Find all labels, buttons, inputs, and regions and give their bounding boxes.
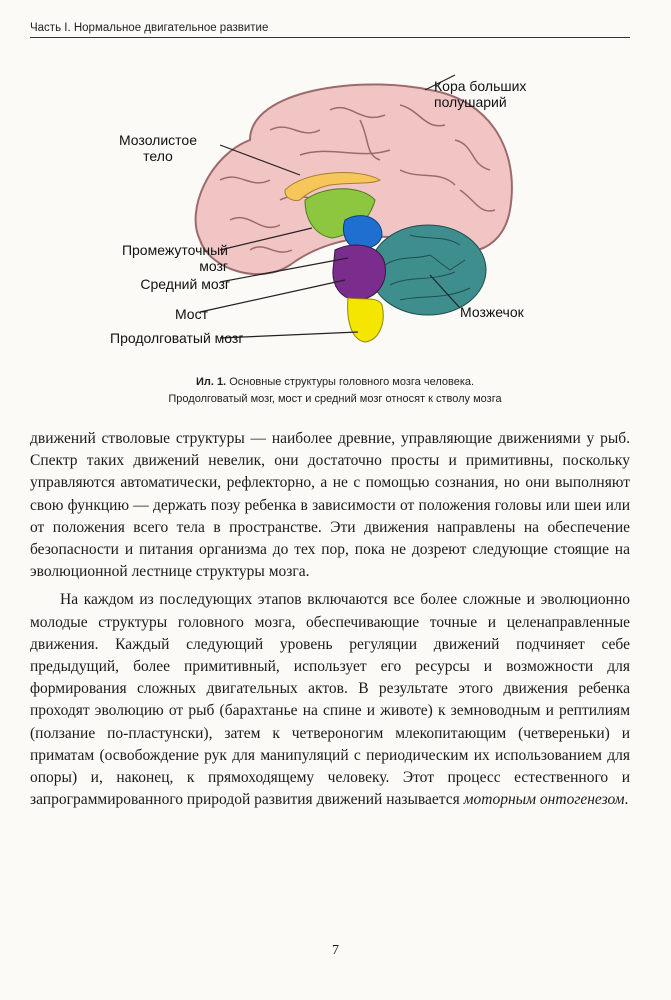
label-midbrain: Средний мозг [140,276,230,292]
midbrain-shape [343,216,382,249]
label-diencephalon-line1: Промежуточный [121,242,228,258]
label-diencephalon-line2: мозг [199,258,228,274]
label-medulla: Продолговатый мозг [110,330,244,346]
label-corpus-callosum [108,132,208,164]
paragraph-2 [30,589,630,811]
brain-figure [100,60,600,360]
paragraph-1: движений стволовые структуры — наиболее древние, управляющие движениями у рыб. Спектр таких движений невелик, они достаточно просты и примитивны, поскольку управляются автоматически, рефлекторно, а не с помощью сознания, но они выполняют свою функцию — держать позу ребенка в зависимости от положения головы или шеи или от положения всего тела в пространстве. Эти движения направлены на обеспечение безопасности и питания организма до тех пор, пока не дозреют следующие стоящие на эволюционной лестнице структуры мозга. [30,430,630,581]
caption-line-2: Продолговатый мозг, мост и средний мозг относят к стволу мозга [168,393,502,405]
paragraph-2-end: . [624,791,629,809]
medulla-shape [348,298,384,342]
running-head: Часть I. Нормальное двигательное развитие [30,22,269,34]
label-corpus-line1: Мозолистое [118,132,197,148]
pons-shape [333,245,386,300]
label-cortex-line1: Кора больших [434,78,527,94]
body-text [30,428,630,811]
label-diencephalon [118,242,228,274]
label-pons: Мост [174,306,208,322]
term-motor-ontogenesis: моторным онтогенезом [463,791,625,809]
label-corpus-line2: тело [143,148,173,164]
label-cortex [434,78,526,110]
caption-line-1 [60,374,610,391]
caption-label: Ил. 1. [195,376,227,388]
label-cortex-line2: полушарий [434,94,507,110]
page-number: 7 [332,943,339,958]
caption-line1-text: Основные структуры головного мозга человека. [229,376,475,388]
paragraph-2-text: На каждом из последующих этапов включаются все более сложные и эволюционно молодые структуры головного мозга, обеспечивающие точные и целенаправленные движения. Каждый следующий уровень регуляции движений подчиняет себе предыдущий, более примитивный, использует его ресурсы и возможности для формирования сложных двигательных актов. В результате этого движения ребенка проходят эволюцию от рыб (барахтанье на спине и животе) к земноводным и рептилиям (ползание по-пластунски), затем к четвероногим млекопитающим (четвереньки) и приматам (освобождение рук для манипуляций с периодическим их использованием для опоры) и, наконец, к прямоходящему человеку. Этот процесс естественного и запрограммированного природой развития движений называется [30,591,630,809]
header-rule [30,37,630,38]
label-cerebellum: Мозжечок [460,304,524,320]
figure-caption [60,374,610,408]
cerebellum-shape [370,225,486,315]
